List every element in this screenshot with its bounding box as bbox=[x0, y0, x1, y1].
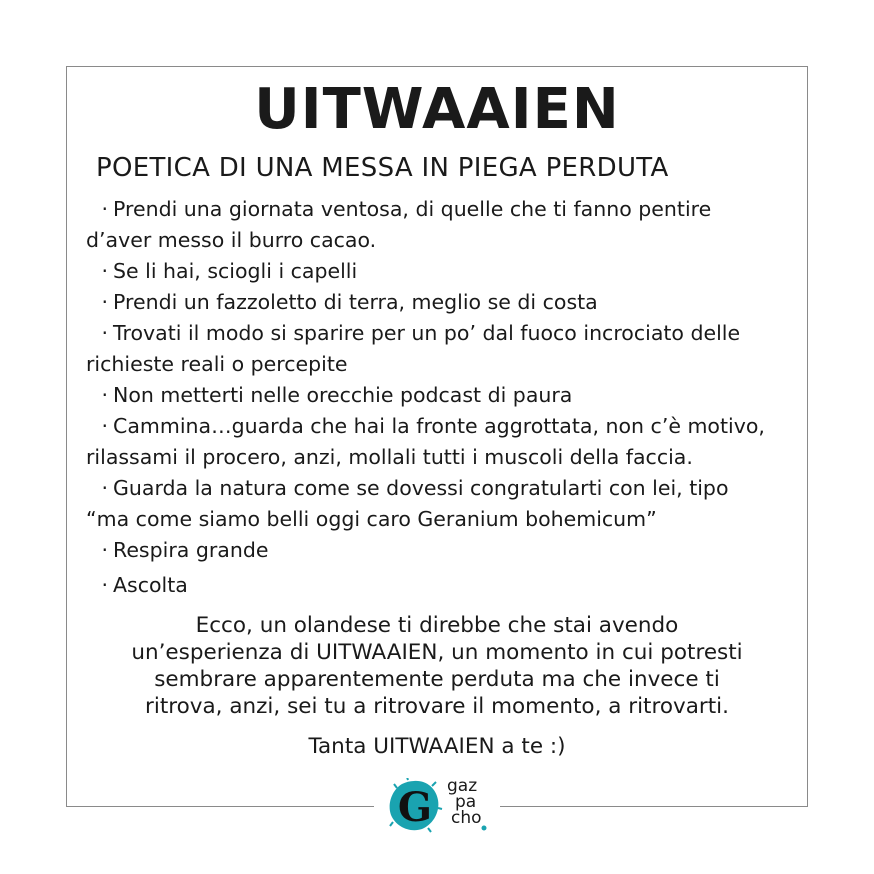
page-subtitle: POETICA DI UNA MESSA IN PIEGA PERDUTA bbox=[96, 153, 669, 183]
list-item bbox=[86, 318, 806, 349]
bullet-icon: · bbox=[101, 197, 108, 221]
list-item bbox=[86, 535, 806, 566]
bullet-icon: · bbox=[101, 538, 108, 562]
logo-wordmark bbox=[447, 778, 497, 826]
list-item bbox=[86, 570, 806, 601]
bullet-icon: · bbox=[101, 290, 108, 314]
list-item-text: Respira grande bbox=[113, 538, 269, 562]
closing-line: ritrova, anzi, sei tu a ritrovare il momento, a ritrovarti. bbox=[145, 694, 729, 719]
closing-line: sembrare apparentemente perduta ma che invece ti bbox=[154, 667, 720, 692]
bullet-icon: · bbox=[101, 414, 108, 438]
bullet-icon: · bbox=[101, 476, 108, 500]
list-item bbox=[86, 380, 806, 411]
list-item-text: Ascolta bbox=[113, 573, 188, 597]
list-item-continuation: richieste reali o percepite bbox=[86, 352, 348, 376]
logo-letter: G bbox=[397, 784, 433, 831]
bullet-icon: · bbox=[101, 573, 108, 597]
bullet-icon: · bbox=[101, 321, 108, 345]
logo-dot-icon bbox=[482, 826, 487, 831]
closing-paragraph bbox=[66, 612, 808, 720]
list-item-text: Prendi una giornata ventosa, di quelle che ti fanno pentire bbox=[113, 197, 712, 221]
page-title: UITWAAIEN bbox=[254, 77, 620, 142]
list-item-continuation: d’aver messo il burro cacao. bbox=[86, 228, 377, 252]
signoff: Tanta UITWAAIEN a te :) bbox=[308, 734, 566, 759]
list-item-text: Cammina…guarda che hai la fronte aggrottata, non c’è motivo, bbox=[113, 414, 765, 438]
list-item-text: Se li hai, sciogli i capelli bbox=[113, 259, 358, 283]
instruction-list bbox=[86, 194, 806, 601]
list-item-text: Trovati il modo si sparire per un po’ dal fuoco incrociato delle bbox=[113, 321, 741, 345]
list-item-continuation: rilassami il procero, anzi, mollali tutti i muscoli della faccia. bbox=[86, 445, 693, 469]
list-item-text: Non metterti nelle orecchie podcast di paura bbox=[113, 383, 573, 407]
list-item bbox=[86, 287, 806, 318]
logo-word-line: cho bbox=[451, 808, 482, 828]
closing-line: un’esperienza di UITWAAIEN, un momento in cui potresti bbox=[131, 640, 743, 665]
list-item-text: Prendi un fazzoletto di terra, meglio se di costa bbox=[113, 290, 598, 314]
list-item-text: Guarda la natura come se dovessi congratularti con lei, tipo bbox=[113, 476, 729, 500]
logo-word-line: gaz bbox=[447, 776, 478, 796]
logo-word-line: pa bbox=[455, 792, 477, 812]
list-item bbox=[86, 256, 806, 287]
list-item bbox=[86, 194, 806, 225]
list-item bbox=[86, 473, 806, 504]
bullet-icon: · bbox=[101, 383, 108, 407]
list-item bbox=[86, 411, 806, 442]
list-item-continuation: “ma come siamo belli oggi caro Geranium bohemicum” bbox=[86, 507, 657, 531]
closing-line: Ecco, un olandese ti direbbe che stai avendo bbox=[195, 613, 679, 638]
bullet-icon: · bbox=[101, 259, 108, 283]
